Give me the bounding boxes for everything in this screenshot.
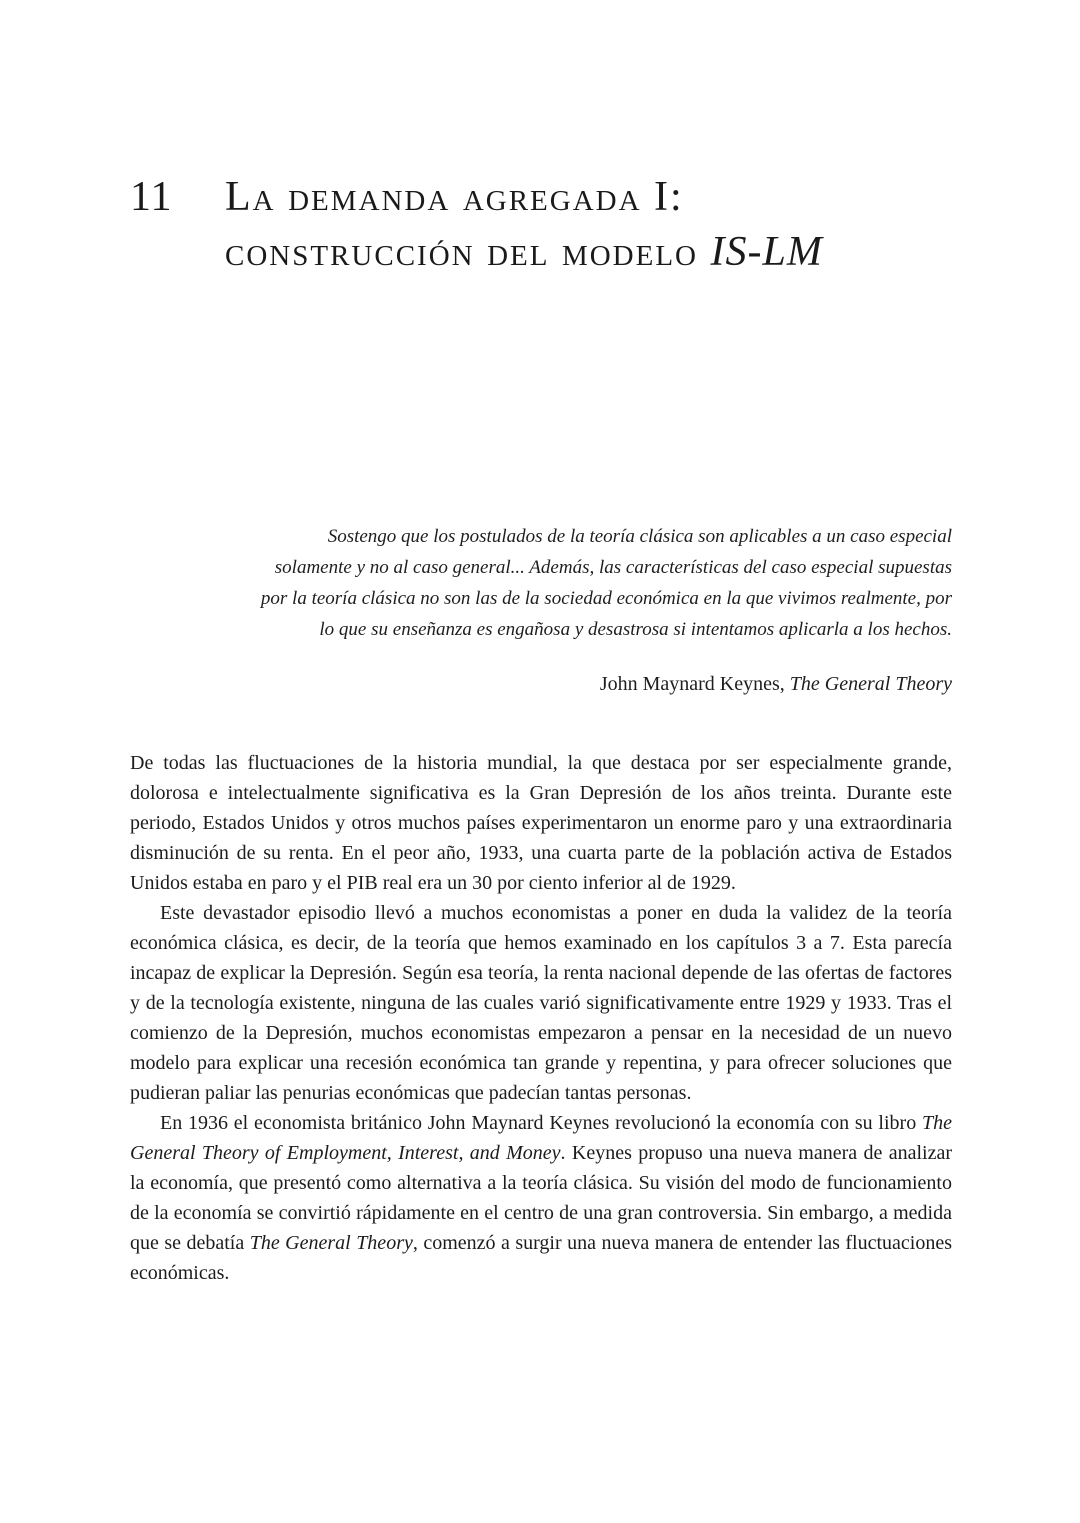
epigraph-line: solamente y no al caso general... Además, las características del caso especial supuestas — [274, 556, 952, 578]
paragraph — [130, 1108, 952, 1288]
text-segment: En 1936 el economista británico John Maynard Keynes revolucionó la economía con su libro — [160, 1111, 922, 1134]
chapter-title-line2 — [225, 229, 823, 275]
paragraph — [130, 898, 952, 1108]
chapter-number: 11 — [130, 174, 173, 220]
paragraph — [130, 748, 952, 898]
epigraph-attribution — [130, 673, 952, 696]
chapter-title-line2-plain: construcción del modelo — [225, 229, 711, 276]
attribution-work-title: The General Theory — [789, 672, 952, 695]
attribution-author: John Maynard Keynes, — [599, 672, 790, 695]
text-segment: De todas las fluctuaciones de la historia mundial, la que destaca por ser especialmente grande, dolorosa e intelectualmente significativa es la Gran Depresión de los años treinta. Durante este periodo, Estados Unidos y otros muchos países experimentaron un enorme paro y una extraordinaria disminución de su renta. En el peor año, 1933, una cuarta parte de la población activa de Estados Unidos estaba en paro y el PIB real era un 30 por ciento inferior al de 1929. — [130, 751, 952, 894]
text-segment: . Keynes propuso una nueva manera de analizar la economía, que presentó como alternativa a la teoría clásica. Su visión del modo de funcionamiento de la economía se convirtió rápidamente en el centro de una gran controversia. Sin embargo, a medida que se debatía — [130, 1141, 952, 1254]
epigraph-line: por la teoría clásica no son las de la sociedad económica en la que vivimos realmente, por — [260, 587, 952, 609]
text-segment-italic: The General Theory of Employment, Interest, and Money — [130, 1111, 952, 1164]
text-segment-italic: The General Theory — [249, 1231, 413, 1254]
chapter-title-line1: La demanda agregada I: — [225, 174, 684, 220]
epigraph-line: Sostengo que los postulados de la teoría clásica son aplicables a un caso especial — [327, 525, 952, 547]
chapter-title — [225, 170, 823, 281]
text-segment: , comenzó a surgir una nueva manera de entender las fluctuaciones económicas. — [130, 1231, 953, 1284]
body-text — [130, 748, 952, 1288]
chapter-header — [130, 170, 952, 281]
text-segment: Este devastador episodio llevó a muchos economistas a poner en duda la validez de la teoría económica clásica, es decir, de la teoría que hemos examinado en los capítulos 3 a 7. Esta parecía incapaz de explicar la Depresión. Según esa teoría, la renta nacional depende de las ofertas de factores y de la tecnología existente, ninguna de las cuales varió significativamente entre 1929 y 1933. Tras el comienzo de la Depresión, muchos economistas empezaron a pensar en la necesidad de un nuevo modelo para explicar una recesión económica tan grande y repentina, y para ofrecer soluciones que pudieran paliar las penurias económicas que padecían tantas personas. — [130, 901, 952, 1104]
epigraph-line: lo que su enseñanza es engañosa y desastrosa si intentamos aplicarla a los hechos. — [319, 618, 952, 640]
epigraph — [130, 521, 952, 645]
chapter-title-line2-italic: IS-LM — [710, 229, 823, 276]
